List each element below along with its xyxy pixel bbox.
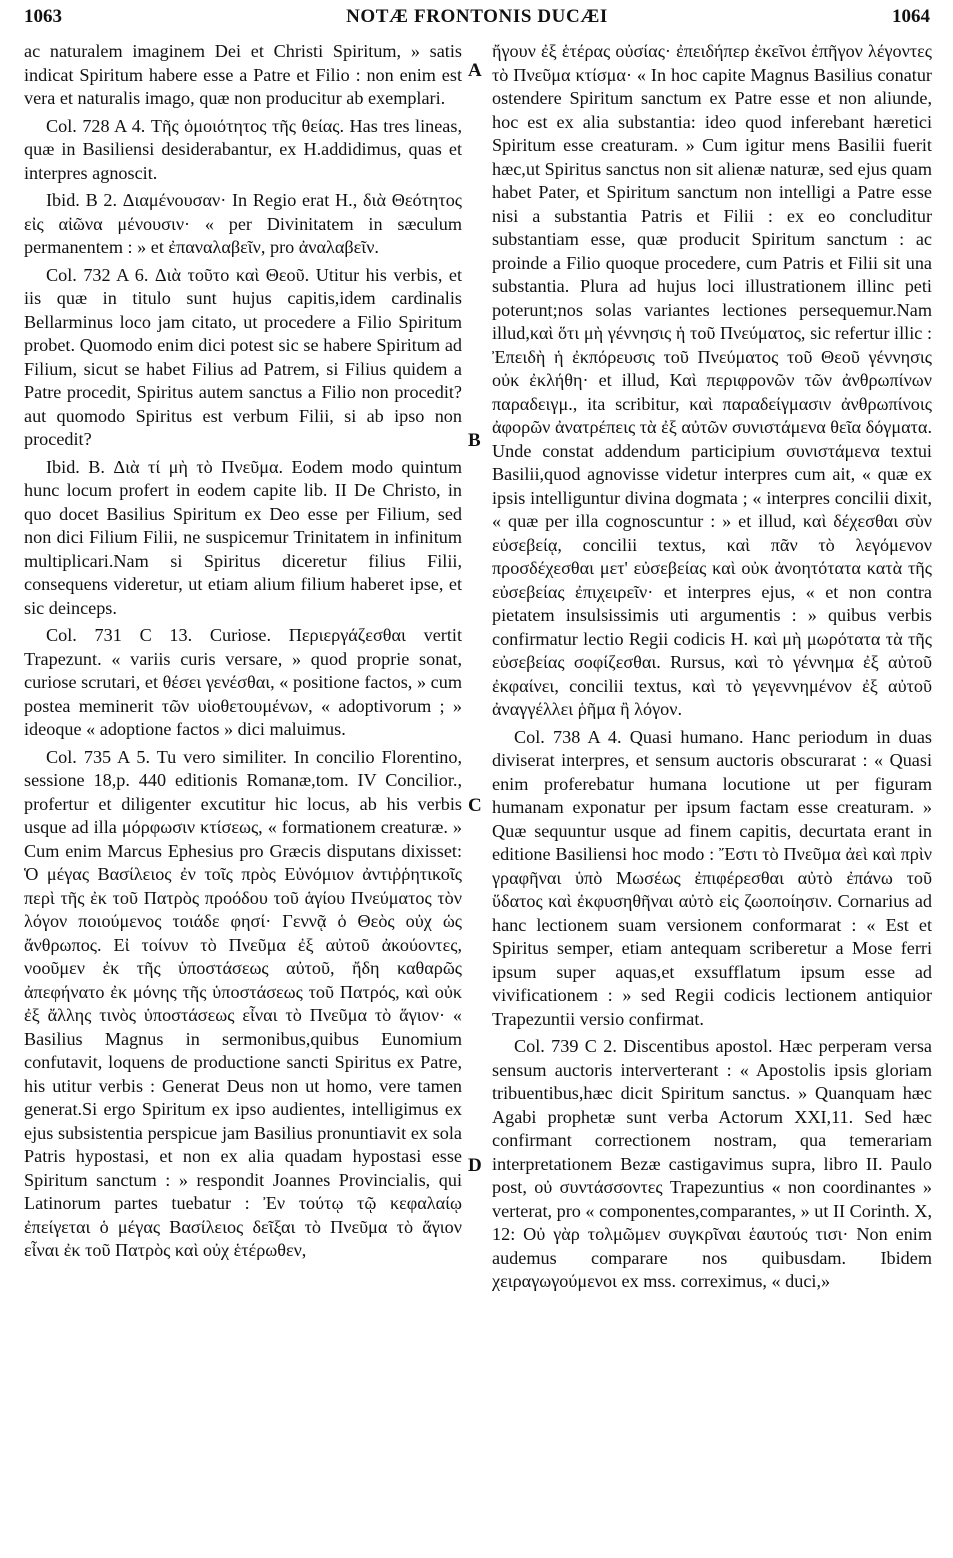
margin-marker-b: B (468, 430, 481, 451)
paragraph: ac naturalem imaginem Dei et Christi Spiritum, » satis indicat Spiritum habere esse a Patre et Filio : non enim est vera et naturalis imago, quæ non producitur ab exemplari. (24, 41, 462, 108)
paragraph: ἤγουν ἐξ ἑτέρας οὐσίας· ἐπειδήπερ ἐκεῖνοι ἐπῆγον λέγοντες τὸ Πνεῦμα κτίσμα· « In hoc capite Magnus Basilius conatur ostendere Spiritum sanctum ex Patre esse et non aliunde, hoc est ex alia substantia: ideo quod inferebant hæretici Spiritum esse creaturam. » Cum igitur mens Basilii fuerit hæc,ut Spiritus sanctus non sit alienæ naturæ, sed ejus quam habet Pater, et Spiritum sanctum non intelligi a Patre esse nisi a substantia Patris et Filii : ex eo concluditur substantiam esse, quæ producit Spiritum sanctum : ac proinde a Filio quoque procedere, cum Patris et Filii sit una substantia. Plura ad hujus loci illustrationem illinc peti poterunt;nos solas variantes lectiones persequemur.Nam illud,καὶ ὅτι μὴ γέννησις ἡ τοῦ Πνεύματος, sic refertur illic : Ἐπειδὴ ἡ ἐκπόρευσις τοῦ Πνεύματος τοῦ Θεοῦ γέννησις οὐκ ἐκλήθη· et illud, Καὶ περιφρονῶν τῶν ἀνθρωπίνων παραδειγμ., ita scribitur, καὶ παραδείγμασιν ἀνθρωπίνοις ἀφορῶν ἀνατρέπεις τὰ ἐξ αὐτῶν συνιστάμενα θεῖα δόγματα. Unde constat addendum participium συνιστάμενα textui Basilii,quod agnovisse videtur interpres cum ait, « quæ ex ipsis intelliguntur divina dogmata ; « interpres concilii dixit, « quæ per illa cognoscuntur : » et illud, καὶ δέχεσθαι σὺν εὐσεβείᾳ, concilii textus, καὶ πᾶν τὸ λεγόμενον προσδέχεσθαι μετ' εὐσεβείας καὶ οὐκ ἀνοητότατα κατὰ τῆς εὐσεβείας ἐπιχειρεῖν· et interpres ejus, « et non contra pietatem insulsissimis uti argumentis : » quibus verbis confirmatur lectio Regii codicis H. καὶ μὴ μωρότατα τὰ τῆς εὐσεβείας σοφίζεσθαι. Rursus, καὶ τὸ γέννημα ἐξ αὐτοῦ ἐκφαίνει, concilii textus, καὶ τὸ γεγεννημένον ἐξ αὐτοῦ ἀναγγέλλει ῥῆμα ἢ λόγον. (492, 41, 932, 719)
running-title: NOTÆ FRONTONIS DUCÆI (346, 6, 608, 27)
margin-marker-c: C (468, 795, 482, 816)
page-header (24, 6, 930, 34)
right-column (492, 40, 932, 1298)
paragraph: Col. 735 A 5. Tu vero similiter. In concilio Florentino, sessione 18,p. 440 editionis Romanæ,tom. IV Concilior., profertur et diligenter excutitur hic locus, ab his verbis usque ad illa μόρφωσιν κτίσεως, « formationem creaturæ. » Cum enim Marcus Ephesius pro Græcis disputans dixisset: Ὁ μέγας Βασίλειος ἐν τοῖς πρὸς Εὐνόμιον ἀντιῤῥητικοῖς περὶ τῆς ἐκ τοῦ Πατρὸς προόδου τοῦ ἁγίου Πνεύματος τὸν λόγον ποιούμενος τοιάδε φησί· Γεννᾷ ὁ Θεὸς οὐχ ὡς ἄνθρωπος. Εἰ τοίνυν τὸ Πνεῦμα ἐξ αὐτοῦ ἀκούοντες, νοοῦμεν ἐκ τῆς ὑποστάσεως αὐτοῦ, ἤδη καθαρῶς ἀπεφήνατο ἐκ μόνης τῆς ὑποστάσεως τοῦ Πατρός, καὶ οὐκ ἐξ ἄλλης τινὸς ὑποστάσεως εἶναι τὸ Πνεῦμα τὸ ἅγιον· « Basilius Magnus in sermonibus,quibus Eunomium confutavit, loquens de productione sancti Spiritus ex Patre, his utitur verbis : Generat Deus non ut homo, vere tamen generat.Si ergo Spiritum ex ipso audientes, intelligimus ex ejus subsistentia perspicue jam Basilius pronuntiavit ex sola Patris hypostasi, et non ex alia quadam hypostasi esse Spiritum sanctum : » respondit Joannes Provincialis, qui Latinorum partes tuebatur : Ἐν τούτῳ τῷ κεφαλαίῳ ἐπείγεται ὁ μέγας Βασίλειος δεῖξαι τὸ Πνεῦμα τὸ ἅγιον εἶναι ἐκ τοῦ Πατρὸς καὶ οὐχ ἑτέρωθεν, (24, 746, 462, 1260)
paragraph: Col. 732 A 6. Διὰ τοῦτο καὶ Θεοῦ. Utitur his verbis, et iis quæ in titulo sunt hujus capitis,idem cardinalis Bellarminus loco jam citato, ut procedere a Filio Spiritum probet. Quomodo enim dici potest sic se habere Spiritum ad Filium, sicut se habet Filius ad Patrem, si Filius quidem a Patre procedit, Spiritus autem sanctus a Filio non procedit? aut quomodo Spiritus est verbum Filii, si ab ipso non procedit? (24, 264, 462, 449)
margin-marker-a: A (468, 60, 482, 81)
page-number-left: 1063 (24, 6, 62, 27)
paragraph: Ibid. B. Διὰ τί μὴ τὸ Πνεῦμα. Eodem modo quintum hunc locum profert in eodem capite lib. II De Christo, in quo docet Basilius Spiritum ex Deo esse per Filium, sed non dici Filium Filii, ne suspicemur Trinitatem in infinitum multiplicari.Nam si Spiritus diceretur filius Filii, consequens videretur, ut etiam alium filium haberet ipse, et sic deinceps. (24, 456, 462, 618)
paragraph: Col. 739 C 2. Discentibus apostol. Hæc perperam versa sensum auctoris interverterant : « Apostolis ipsis gloriam tribuentibus,hæc dicit Spiritum sanctus. » Quanquam hæc Agabi prophetæ sunt verba Actorum XXI,11. Sed hæc confirmant correctionem nostram, qua temerariam interpretationem Bezæ castigavimus supra, libro II. Paulo post, οὐ συντάσσοντες Trapezuntius « non coordinantes » verterat, pro « componentes,comparantes, » ut II Corinth. X, 12: Οὐ γὰρ τολμῶμεν συγκρῖναι ἑαυτούς τισι· Non enim audemus comparare nos quibusdam. Ibidem χειραγωγούμενοι ex mss. correximus, « duci,» (492, 1036, 932, 1291)
margin-marker-d: D (468, 1155, 482, 1176)
paragraph: Col. 738 A 4. Quasi humano. Hanc periodum in duas diviserat interpres, et sensum auctoris obscurarat : « Quasi enim proferebatur humana locutione ut per figuram humanam exponatur per ipsum factam esse creaturam. » Quæ sequuntur usque ad finem capitis, decurtata erant in editione Basiliensi hoc modo : Ἔστι τὸ Πνεῦμα ἀεὶ καὶ πρὶν γραφῆναι ὑπὸ Μωσέως ἐπιφέρεσθαι αὐτὸ ἐπάνω τοῦ ὕδατος καὶ ἐκφυσηθῆναι αὐτὸ εἰς ζωοποίησιν. Cornarius ad hanc lectionem suam versionem conformarat : « Est et Spiritus semper, etiam antequam scriberetur a Mose ferri ipsum super aquas,et exsufflatum ipsum esse ad vivificationem : » sed Regii codicis lectionem antiquior Trapezuntii versio confirmat. (492, 726, 932, 1029)
paragraph: Col. 728 A 4. Τῆς ὁμοιότητος τῆς θείας. Has tres lineas, quæ in Basiliensi desiderabantur, ex H.addidimus, quas et interpres agnoscit. (24, 115, 462, 183)
paragraph: Ibid. B 2. Διαμένουσαν· In Regio erat H., διὰ Θεότητος εἰς αἰῶνα μένουσιν· « per Divinitatem in sæculum permanentem : » et ἐπαναλαβεῖν, pro ἀναλαβεῖν. (24, 190, 462, 257)
page-number-right: 1064 (892, 6, 930, 27)
left-column (24, 40, 462, 1267)
paragraph: Col. 731 C 13. Curiose. Περιεργάζεσθαι vertit Trapezunt. « variis curis versare, » quod proprie sonat, curiose scrutari, et θέσει γενέσθαι, « positione factos, » cum postea meminerit τῶν υἱοθετουμένων, « adoptivorum ; » ideoque « adoptione factos » dici maluimus. (24, 625, 462, 739)
